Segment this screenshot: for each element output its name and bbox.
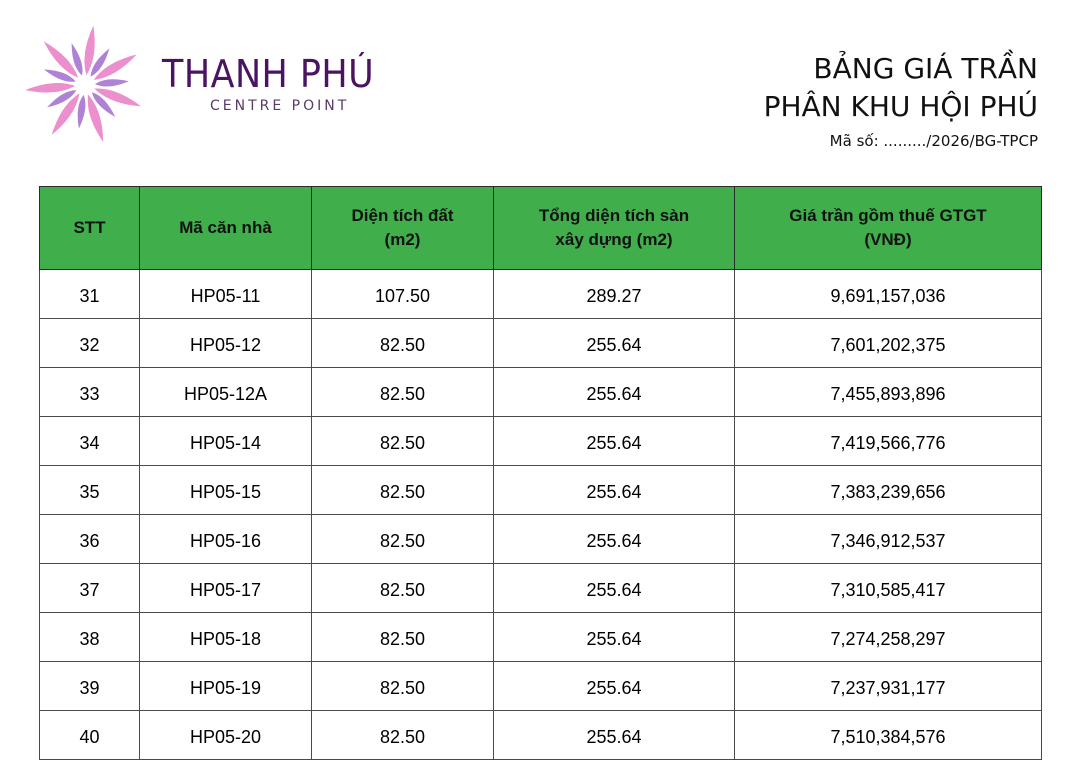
cell-ceiling-price: 7,346,912,537 — [735, 515, 1042, 564]
column-header-land-area: Diện tích đất (m2) — [312, 187, 494, 270]
cell-unit-code: HP05-15 — [140, 466, 312, 515]
cell-stt: 40 — [40, 711, 140, 760]
cell-unit-code: HP05-20 — [140, 711, 312, 760]
cell-ceiling-price: 7,455,893,896 — [735, 368, 1042, 417]
page-subtitle: PHÂN KHU HỘI PHÚ — [763, 90, 1038, 123]
cell-land-area: 107.50 — [312, 270, 494, 319]
table-row — [40, 417, 1042, 466]
document-number: Mã số: ........./2026/BG-TPCP — [829, 132, 1038, 150]
table-row — [40, 564, 1042, 613]
cell-land-area: 82.50 — [312, 417, 494, 466]
cell-ceiling-price: 7,510,384,576 — [735, 711, 1042, 760]
column-header-unit-code: Mã căn nhà — [140, 187, 312, 270]
cell-floor-area: 255.64 — [494, 662, 735, 711]
table-row — [40, 711, 1042, 760]
table-row — [40, 270, 1042, 319]
price-table — [39, 186, 1042, 760]
cell-floor-area: 255.64 — [494, 564, 735, 613]
column-header-ceiling-price: Giá trần gồm thuế GTGT (VNĐ) — [735, 187, 1042, 270]
table-row — [40, 319, 1042, 368]
table-row — [40, 368, 1042, 417]
table-body — [40, 270, 1042, 760]
cell-ceiling-price: 7,419,566,776 — [735, 417, 1042, 466]
cell-land-area: 82.50 — [312, 515, 494, 564]
cell-unit-code: HP05-18 — [140, 613, 312, 662]
cell-unit-code: HP05-19 — [140, 662, 312, 711]
cell-unit-code: HP05-14 — [140, 417, 312, 466]
cell-land-area: 82.50 — [312, 662, 494, 711]
table-header-row — [40, 187, 1042, 270]
cell-floor-area: 255.64 — [494, 466, 735, 515]
cell-land-area: 82.50 — [312, 368, 494, 417]
cell-unit-code: HP05-16 — [140, 515, 312, 564]
cell-floor-area: 255.64 — [494, 613, 735, 662]
cell-stt: 38 — [40, 613, 140, 662]
logo-subtitle: CENTRE POINT — [210, 98, 350, 114]
cell-floor-area: 255.64 — [494, 515, 735, 564]
cell-ceiling-price: 7,601,202,375 — [735, 319, 1042, 368]
flower-petal — [95, 78, 129, 88]
cell-land-area: 82.50 — [312, 711, 494, 760]
cell-floor-area: 255.64 — [494, 417, 735, 466]
cell-unit-code: HP05-12 — [140, 319, 312, 368]
page-title: BẢNG GIÁ TRẦN — [813, 52, 1038, 85]
cell-stt: 36 — [40, 515, 140, 564]
cell-stt: 39 — [40, 662, 140, 711]
cell-stt: 31 — [40, 270, 140, 319]
column-header-floor-area: Tổng diện tích sàn xây dựng (m2) — [494, 187, 735, 270]
cell-ceiling-price: 7,237,931,177 — [735, 662, 1042, 711]
flower-icon — [20, 10, 150, 160]
cell-land-area: 82.50 — [312, 466, 494, 515]
table-row — [40, 466, 1042, 515]
cell-floor-area: 255.64 — [494, 711, 735, 760]
cell-stt: 33 — [40, 368, 140, 417]
document-header — [764, 50, 1038, 150]
cell-unit-code: HP05-12A — [140, 368, 312, 417]
cell-stt: 35 — [40, 466, 140, 515]
cell-land-area: 82.50 — [312, 319, 494, 368]
table-row — [40, 613, 1042, 662]
cell-land-area: 82.50 — [312, 613, 494, 662]
table-row — [40, 662, 1042, 711]
cell-ceiling-price: 7,310,585,417 — [735, 564, 1042, 613]
cell-stt: 34 — [40, 417, 140, 466]
logo-name: THANH PHÚ — [162, 52, 375, 96]
cell-ceiling-price: 7,383,239,656 — [735, 466, 1042, 515]
cell-ceiling-price: 9,691,157,036 — [735, 270, 1042, 319]
cell-floor-area: 255.64 — [494, 319, 735, 368]
cell-stt: 32 — [40, 319, 140, 368]
cell-ceiling-price: 7,274,258,297 — [735, 613, 1042, 662]
cell-land-area: 82.50 — [312, 564, 494, 613]
column-header-stt: STT — [40, 187, 140, 270]
table-row — [40, 515, 1042, 564]
cell-floor-area: 255.64 — [494, 368, 735, 417]
cell-stt: 37 — [40, 564, 140, 613]
cell-unit-code: HP05-17 — [140, 564, 312, 613]
logo-wordmark — [162, 52, 393, 114]
cell-floor-area: 289.27 — [494, 270, 735, 319]
cell-unit-code: HP05-11 — [140, 270, 312, 319]
